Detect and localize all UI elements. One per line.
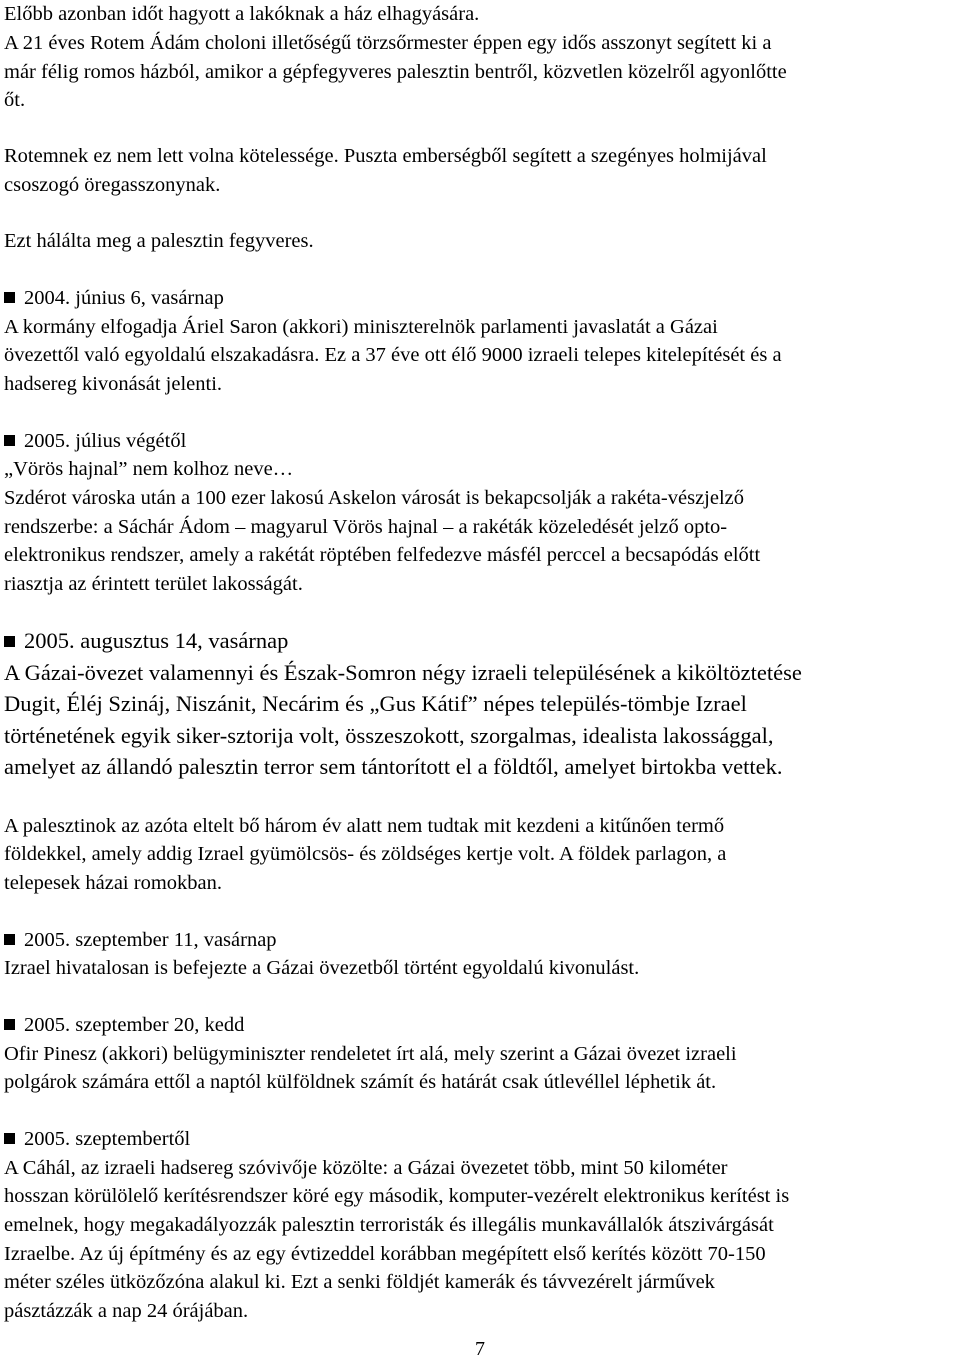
entry-date-heading [4,926,277,955]
body-text-line: Izraelbe. Az új építmény és az egy évtizeddel korábban megépített első kerítés között 70-150 [4,1243,766,1265]
body-text-line: telepesek házai romokban. [4,872,223,894]
entry-date: 2005. július végétől [24,430,187,452]
body-text-line: Ezt hálálta meg a palesztin fegyveres. [4,230,314,252]
body-text-line: Izrael hivatalosan is befejezte a Gázai övezetből történt egyoldalú kivonulást. [4,957,640,979]
entry-date-heading [4,1011,244,1040]
entry-date-heading [4,625,288,656]
body-text-line: A Gázai-övezet valamennyi és Észak-Somron négy izraeli településének a kiköltöztetése [4,660,802,685]
body-text-line: történetének egyik siker-sztorija volt, összeszokott, szorgalmas, idealista lakossággal, [4,723,774,748]
entry-date-heading [4,1125,190,1154]
body-text-line: hadsereg kivonását jelenti. [4,373,223,395]
body-text-line: Rotemnek ez nem lett volna kötelessége. Puszta emberségből segített a szegényes holmijával [4,145,767,167]
body-text-line: már félig romos házból, amikor a gépfegyveres palesztin bentről, közvetlen közelről agyonlőtte [4,61,787,83]
body-text-line: övezettől való egyoldalú elszakadásra. Ez a 37 éve ott élő 9000 izraeli telepes kitelepítését és a [4,344,782,366]
body-text-line: hosszan körülölelő kerítésrendszer köré egy második, komputer-vezérelt elektronikus kerítést is [4,1185,790,1207]
bullet-square-icon [4,636,15,647]
bullet-square-icon [4,1019,15,1030]
body-text-line: emelnek, hogy megakadályozzák palesztin terroristák és illegális munkavállalók átszivárgását [4,1214,774,1236]
body-text-line: Szdérot városka után a 100 ezer lakosú Askelon városát is bekapcsolják a rakéta-vészjelző [4,487,745,509]
entry-date: 2005. szeptember 20, kedd [24,1014,245,1036]
body-text-line: pásztázzák a nap 24 órájában. [4,1300,249,1322]
body-text-line: A Cáhál, az izraeli hadsereg szóvivője közölte: a Gázai övezetet több, mint 50 kilométer [4,1157,728,1179]
body-text-line: rendszerbe: a Sáchár Ádom – magyarul Vörös hajnal – a rakéták közeledését jelző opto- [4,516,728,538]
body-text-line: Ofir Pinesz (akkori) belügyminiszter rendeletet írt alá, mely szerint a Gázai övezet izraeli [4,1043,737,1065]
entry-date-heading [4,284,224,313]
body-text-line: csoszogó öregasszonynak. [4,174,221,196]
entry-date: 2005. szeptember 11, vasárnap [24,929,277,951]
entry-date: 2004. június 6, vasárnap [24,287,224,309]
body-text-line: elektronikus rendszer, amely a rakétát röptében felfedezve másfél perccel a becsapódás előtt [4,544,761,566]
body-text-line: A 21 éves Rotem Ádám choloni illetőségű törzsőrmester éppen egy idős asszonyt segített ki a [4,32,772,54]
body-text-line: polgárok számára ettől a naptól külföldnek számít és határát csak útlevéllel léphetik át. [4,1071,717,1093]
bullet-square-icon [4,292,15,303]
body-text-line: Előbb azonban időt hagyott a lakóknak a ház elhagyására. [4,3,480,25]
bullet-square-icon [4,435,15,446]
body-text-line: A palesztinok az azóta eltelt bő három év alatt nem tudtak mit kezdeni a kitűnően termő [4,815,725,837]
body-text-line: Dugit, Éléj Szináj, Niszánit, Necárim és „Gus Kátif” népes település-tömbje Izrael [4,691,747,716]
entry-date: 2005. augusztus 14, vasárnap [24,628,289,653]
body-text-line: földekkel, amely addig Izrael gyümölcsös- és zöldséges kertje volt. A földek parlagon, a [4,843,727,865]
page-number: 7 [475,1338,485,1360]
bullet-square-icon [4,1133,15,1144]
body-text-line: A kormány elfogadja Áriel Saron (akkori) miniszterelnök parlamenti javaslatát a Gázai [4,316,718,338]
body-text-line: riasztja az érintett terület lakosságát. [4,573,303,595]
bullet-square-icon [4,934,15,945]
body-text-line: méter széles ütközőzóna alakul ki. Ezt a senki földjét kamerák és távvezérelt járművek [4,1271,715,1293]
body-text-line: őt. [4,89,26,111]
entry-subtitle: „Vörös hajnal” nem kolhoz neve… [4,458,294,480]
entry-date: 2005. szeptembertől [24,1128,191,1150]
body-text-line: amelyet az állandó palesztin terror sem tántorított el a földtől, amelyet birtokba vettek. [4,754,783,779]
entry-date-heading [4,427,186,456]
